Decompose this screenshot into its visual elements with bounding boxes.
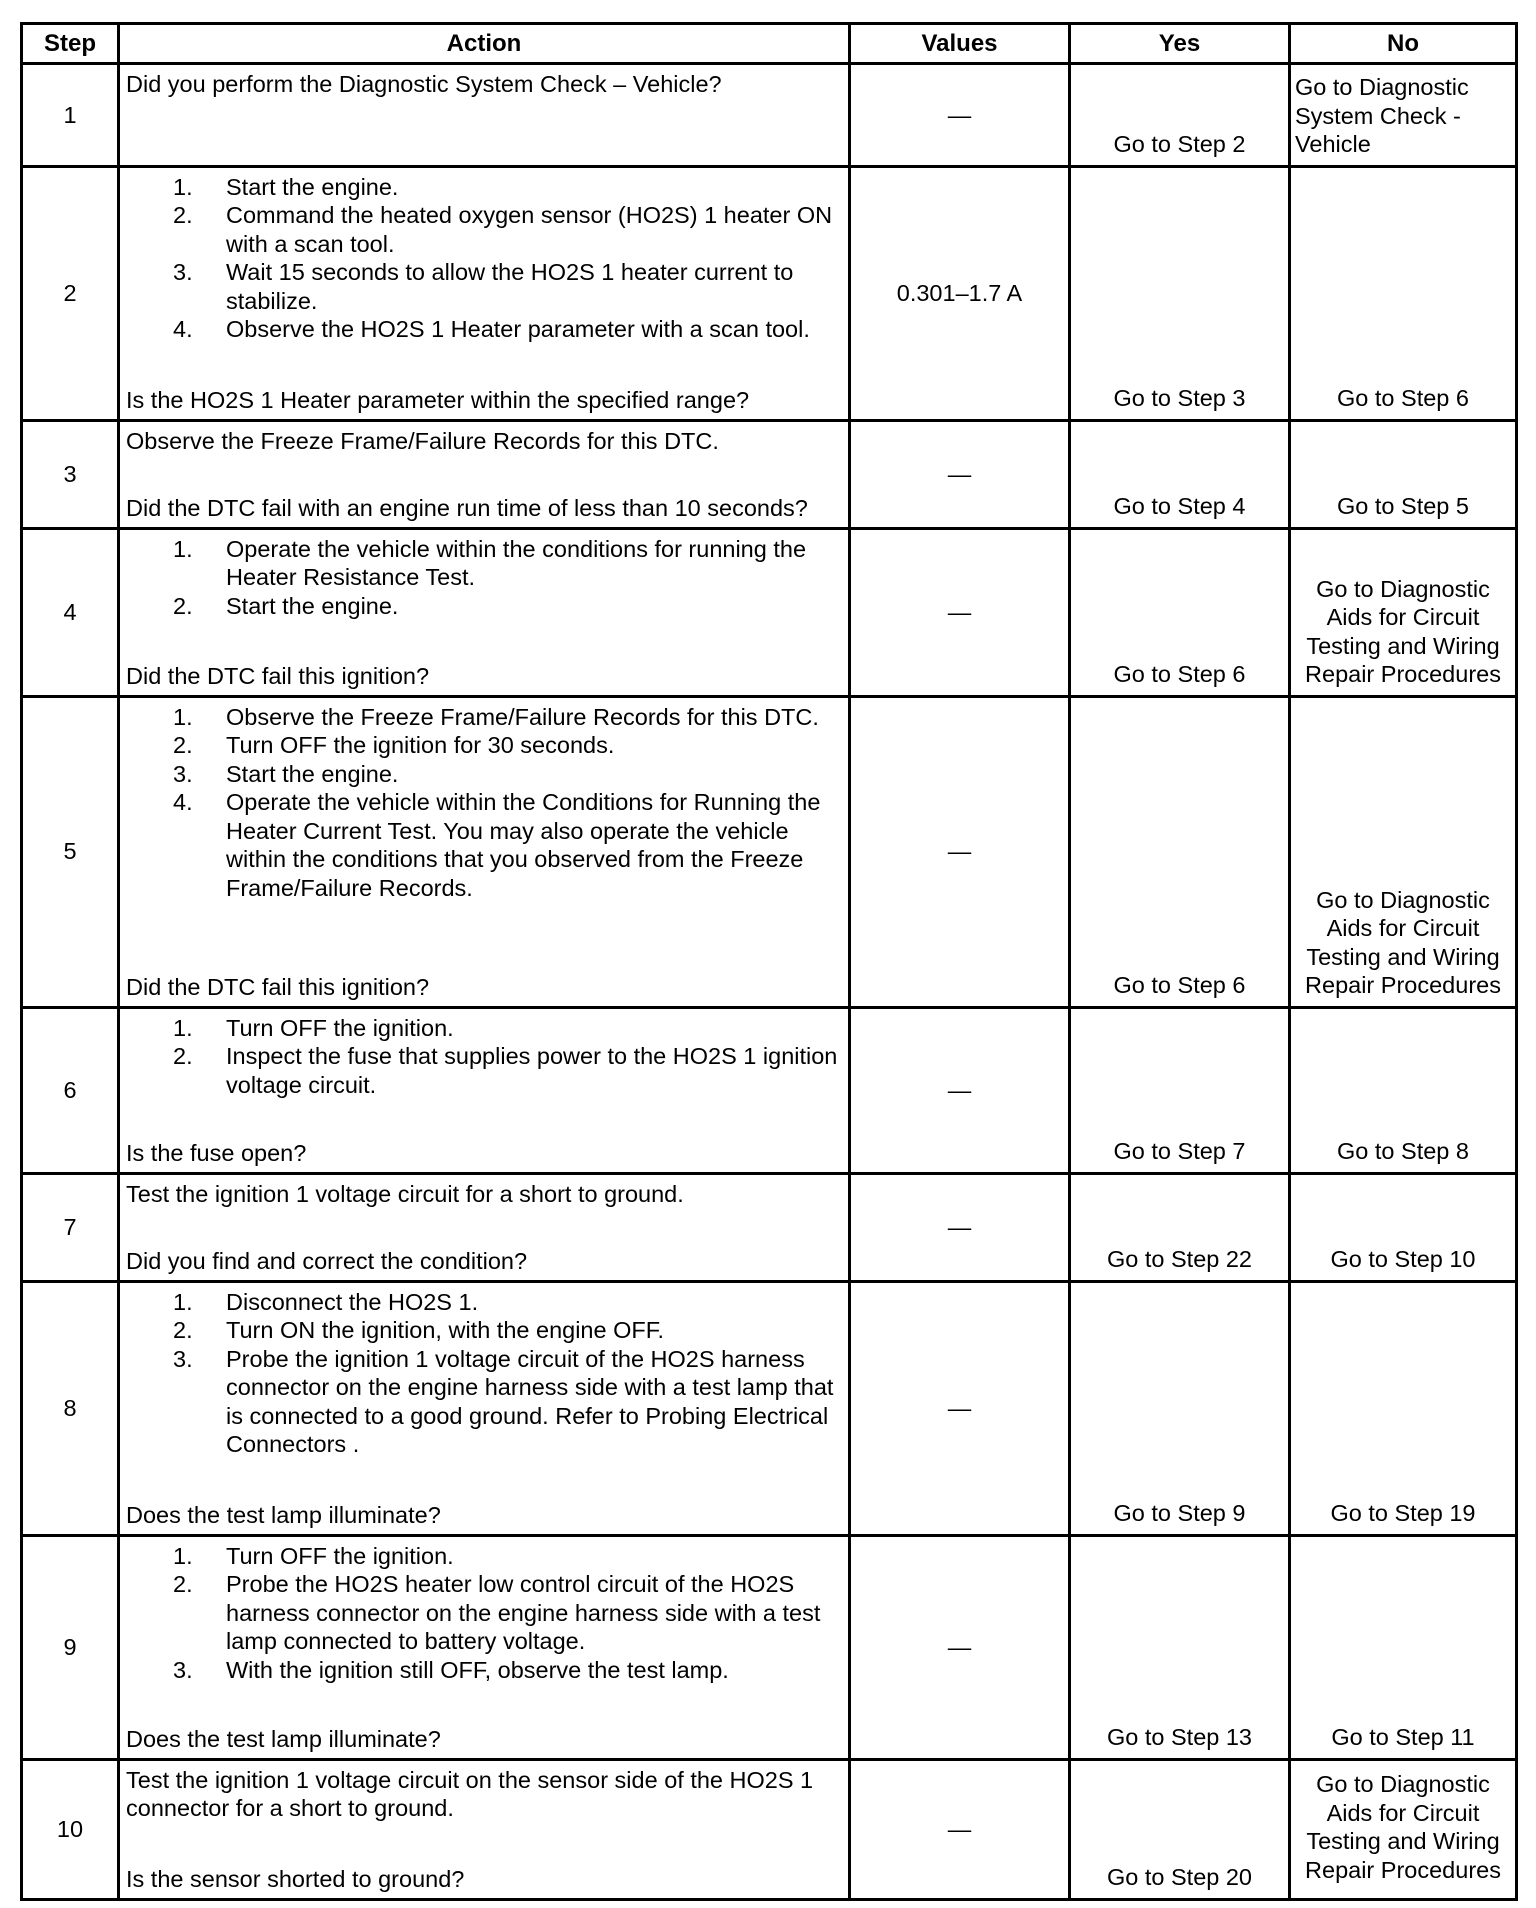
action-question: Did you find and correct the condition?: [126, 1248, 528, 1274]
action-top: [126, 173, 840, 344]
list-item-text: Command the heated oxygen sensor (HO2S) 1 heater ON with a scan tool.: [226, 202, 833, 257]
step-number: 3: [22, 420, 119, 528]
action-content: [126, 1542, 840, 1754]
list-item-text: Start the engine.: [226, 173, 399, 200]
action-top: [126, 1014, 840, 1100]
list-item: [126, 315, 840, 344]
step-number: 9: [22, 1535, 119, 1759]
list-item: [126, 703, 840, 732]
action-cell: [119, 1007, 850, 1173]
list-item: [126, 1288, 840, 1317]
values-cell: —: [850, 64, 1070, 167]
action-steps: [126, 535, 840, 621]
list-item-text: Turn OFF the ignition for 30 seconds.: [226, 732, 615, 758]
action-content: [126, 1288, 840, 1530]
step-number: 7: [22, 1173, 119, 1281]
list-item-text: Inspect the fuse that supplies power to the HO2S 1 ignition voltage circuit.: [226, 1043, 838, 1098]
list-item-text: Observe the HO2S 1 Heater parameter with a scan tool.: [226, 316, 810, 342]
action-top: [126, 1288, 840, 1459]
values-cell: —: [850, 1007, 1070, 1173]
step-number: 2: [22, 166, 119, 420]
list-item-number: 4.: [173, 789, 193, 815]
list-item: [126, 788, 840, 902]
values-cell: —: [850, 1281, 1070, 1535]
no-cell: Go to Step 8: [1290, 1007, 1517, 1173]
action-intro: Test the ignition 1 voltage circuit on the sensor side of the HO2S 1 connector for a short to ground.: [126, 1766, 814, 1821]
list-item-text: Turn OFF the ignition.: [226, 1014, 454, 1041]
list-item-number: 1.: [173, 1014, 193, 1041]
list-item: [126, 731, 840, 760]
action-cell: [119, 1535, 850, 1759]
action-content: [126, 427, 840, 523]
list-item-text: Wait 15 seconds to allow the HO2S 1 heater current to stabilize.: [226, 259, 794, 314]
list-item: [126, 760, 840, 789]
action-cell: [119, 1759, 850, 1899]
values-cell: —: [850, 1759, 1070, 1899]
table-row: [22, 64, 1517, 167]
values-cell: —: [850, 696, 1070, 1007]
yes-cell: Go to Step 6: [1070, 696, 1290, 1007]
list-item-number: 1.: [173, 535, 193, 562]
list-item-number: 2.: [173, 202, 193, 228]
list-item-number: 1.: [173, 1542, 193, 1569]
list-item: [126, 1316, 840, 1345]
list-item: [126, 1656, 840, 1685]
action-content: [126, 1014, 840, 1168]
action-steps: [126, 1288, 840, 1459]
values-cell: —: [850, 420, 1070, 528]
list-item: [126, 1345, 840, 1459]
values-cell: —: [850, 1173, 1070, 1281]
action-top: [126, 1766, 840, 1823]
yes-cell: Go to Step 2: [1070, 64, 1290, 167]
step-number: 6: [22, 1007, 119, 1173]
action-steps: [126, 703, 840, 903]
yes-cell: Go to Step 4: [1070, 420, 1290, 528]
step-number: 8: [22, 1281, 119, 1535]
action-top: [126, 427, 840, 456]
yes-cell: Go to Step 3: [1070, 166, 1290, 420]
list-item: [126, 535, 840, 592]
step-number: 5: [22, 696, 119, 1007]
action-question: Did the DTC fail this ignition?: [126, 974, 430, 1000]
list-item-number: 4.: [173, 316, 193, 342]
no-cell: Go to Diagnostic Aids for Circuit Testing and Wiring Repair Procedures: [1290, 696, 1517, 1007]
list-item-number: 2.: [173, 1043, 193, 1069]
yes-cell: Go to Step 22: [1070, 1173, 1290, 1281]
list-item-number: 2.: [173, 1571, 193, 1597]
table-body: [22, 64, 1517, 1900]
list-item-number: 1.: [173, 1288, 193, 1315]
no-cell: Go to Step 19: [1290, 1281, 1517, 1535]
action-content: [126, 1766, 840, 1894]
action-intro: Test the ignition 1 voltage circuit for a short to ground.: [126, 1180, 684, 1207]
action-content: [126, 70, 840, 156]
action-top: [126, 70, 840, 99]
no-cell: Go to Step 10: [1290, 1173, 1517, 1281]
list-item: [126, 1014, 840, 1043]
action-cell: [119, 420, 850, 528]
action-cell: [119, 696, 850, 1007]
list-item: [126, 173, 840, 202]
list-item-text: Start the engine.: [226, 592, 399, 619]
table-row: [22, 1759, 1517, 1899]
list-item-number: 2.: [173, 1317, 193, 1343]
list-item-number: 2.: [173, 732, 193, 758]
action-intro: Observe the Freeze Frame/Failure Records for this DTC.: [126, 427, 719, 454]
list-item-text: Observe the Freeze Frame/Failure Records for this DTC.: [226, 703, 819, 730]
table-row: [22, 696, 1517, 1007]
list-item-number: 3.: [173, 760, 193, 787]
no-cell: Go to Diagnostic System Check - Vehicle: [1290, 64, 1517, 167]
step-number: 10: [22, 1759, 119, 1899]
list-item-text: With the ignition still OFF, observe the test lamp.: [226, 1656, 729, 1683]
action-question: Is the HO2S 1 Heater parameter within the specified range?: [126, 387, 750, 413]
no-cell: Go to Diagnostic Aids for Circuit Testing and Wiring Repair Procedures: [1290, 1759, 1517, 1899]
values-cell: —: [850, 1535, 1070, 1759]
header-no: No: [1290, 24, 1517, 64]
header-yes: Yes: [1070, 24, 1290, 64]
table-row: [22, 1173, 1517, 1281]
list-item-text: Probe the HO2S heater low control circuit of the HO2S harness connector on the engine harness side with a test lamp connected to battery voltage.: [226, 1571, 821, 1654]
list-item-number: 3.: [173, 1345, 193, 1372]
values-cell: —: [850, 528, 1070, 696]
action-cell: [119, 528, 850, 696]
list-item-number: 2.: [173, 592, 193, 619]
list-item-text: Turn OFF the ignition.: [226, 1542, 454, 1569]
action-top: [126, 703, 840, 903]
header-step: Step: [22, 24, 119, 64]
list-item: [126, 1542, 840, 1571]
step-number: 4: [22, 528, 119, 696]
yes-cell: Go to Step 7: [1070, 1007, 1290, 1173]
list-item-text: Disconnect the HO2S 1.: [226, 1288, 479, 1315]
no-cell: Go to Diagnostic Aids for Circuit Testing and Wiring Repair Procedures: [1290, 528, 1517, 696]
action-intro: Did you perform the Diagnostic System Check – Vehicle?: [126, 71, 722, 97]
diagnostic-table: [20, 22, 1518, 1901]
action-content: [126, 703, 840, 1002]
header-values: Values: [850, 24, 1070, 64]
table-row: [22, 1007, 1517, 1173]
table-row: [22, 1535, 1517, 1759]
no-cell: Go to Step 5: [1290, 420, 1517, 528]
action-top: [126, 535, 840, 621]
yes-cell: Go to Step 9: [1070, 1281, 1290, 1535]
no-cell: Go to Step 11: [1290, 1535, 1517, 1759]
values-cell: 0.301–1.7 A: [850, 166, 1070, 420]
table-row: [22, 1281, 1517, 1535]
action-content: [126, 173, 840, 415]
action-question: Does the test lamp illuminate?: [126, 1502, 441, 1528]
yes-cell: Go to Step 13: [1070, 1535, 1290, 1759]
action-question: Is the fuse open?: [126, 1140, 307, 1166]
list-item-text: Operate the vehicle within the conditions for running the Heater Resistance Test.: [226, 535, 807, 590]
yes-cell: Go to Step 20: [1070, 1759, 1290, 1899]
action-question: Is the sensor shorted to ground?: [126, 1866, 465, 1892]
header-action: Action: [119, 24, 850, 64]
action-steps: [126, 1014, 840, 1100]
list-item-number: 3.: [173, 259, 193, 285]
action-steps: [126, 1542, 840, 1685]
list-item-number: 1.: [173, 703, 193, 730]
list-item: [126, 1570, 840, 1656]
list-item-text: Probe the ignition 1 voltage circuit of the HO2S harness connector on the engine harness side with a test lamp that is connected to a good ground. Refer to Probing Electrical Connectors .: [226, 1345, 834, 1457]
header-row: [22, 24, 1517, 64]
list-item: [126, 1042, 840, 1099]
table-row: [22, 528, 1517, 696]
list-item-text: Operate the vehicle within the Conditions for Running the Heater Current Test. You may also operate the vehicle within the conditions that you observed from the Freeze Frame/Failure Records.: [226, 789, 821, 901]
action-cell: [119, 1281, 850, 1535]
action-question: Did the DTC fail with an engine run time of less than 10 seconds?: [126, 495, 808, 521]
action-content: [126, 1180, 840, 1276]
no-cell: Go to Step 6: [1290, 166, 1517, 420]
action-top: [126, 1180, 840, 1209]
action-top: [126, 1542, 840, 1685]
table-row: [22, 420, 1517, 528]
list-item: [126, 201, 840, 258]
action-steps: [126, 173, 840, 344]
action-question: Does the test lamp illuminate?: [126, 1726, 441, 1752]
list-item-number: 3.: [173, 1656, 193, 1683]
yes-cell: Go to Step 6: [1070, 528, 1290, 696]
action-question: Did the DTC fail this ignition?: [126, 663, 430, 689]
action-cell: [119, 64, 850, 167]
step-number: 1: [22, 64, 119, 167]
list-item-text: Start the engine.: [226, 760, 399, 787]
table-row: [22, 166, 1517, 420]
action-content: [126, 535, 840, 691]
list-item: [126, 258, 840, 315]
list-item: [126, 592, 840, 621]
action-cell: [119, 1173, 850, 1281]
list-item-number: 1.: [173, 173, 193, 200]
action-cell: [119, 166, 850, 420]
list-item-text: Turn ON the ignition, with the engine OFF.: [226, 1317, 665, 1343]
